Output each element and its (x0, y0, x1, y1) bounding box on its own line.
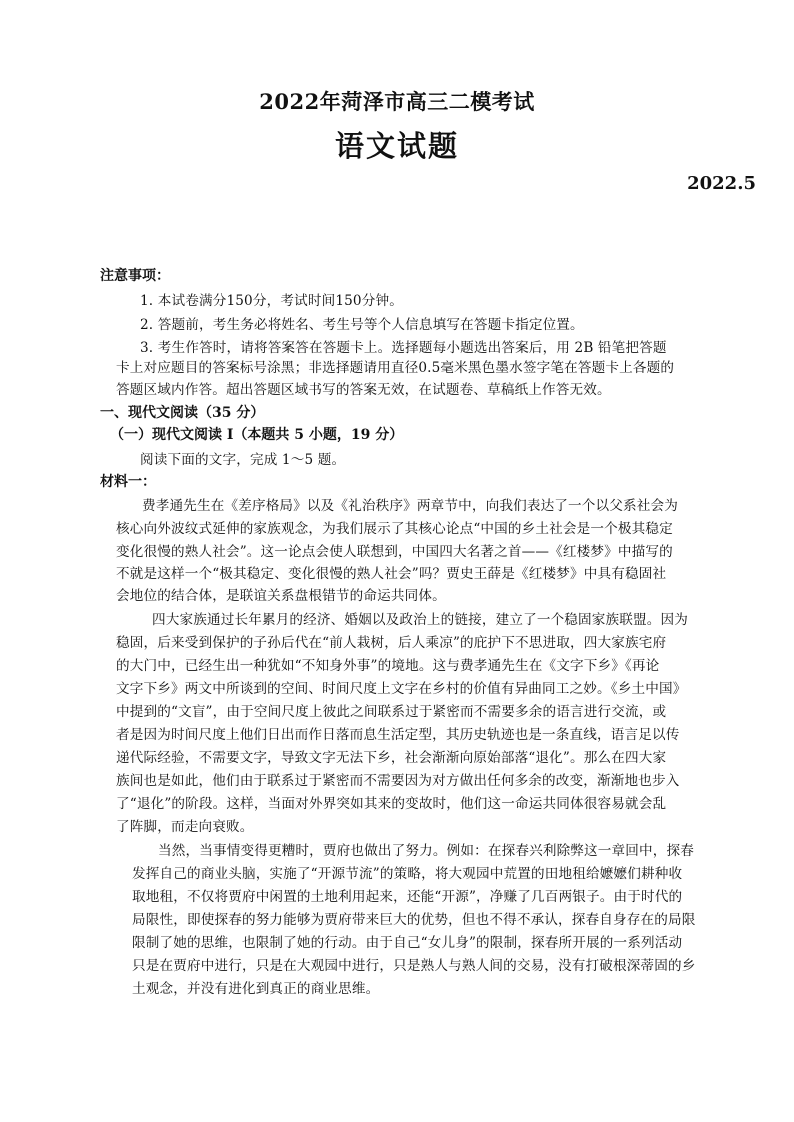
subsection-title: （一）现代文阅读 I（本题共 5 小题，19 分） (110, 427, 404, 443)
body-line: 文字下乡》两文中所谈到的空间、时间尺度上文字在乡村的价值有异曲同工之妙。《乡土中国》 (116, 681, 687, 697)
body-line: 族间也是如此，他们由于联系过于紧密而不需要因为对方做出任何多余的改变，渐渐地也步入 (116, 773, 680, 789)
exam-date: 2022.5 (687, 173, 756, 194)
notes-heading: 注意事项： (100, 268, 170, 284)
body-line: 取地租，不仅将贾府中闲置的土地利用起来，还能“开源”，净赚了几百两银子。由于时代的 (132, 889, 683, 905)
body-line: 核心向外波纹式延伸的家族观念，为我们展示了其核心论点“中国的乡土社会是一个极其稳定 (116, 521, 673, 537)
body-line: 当然，当事情变得更糟时，贾府也做出了努力。例如：在探春兴利除弊这一章回中，探春 (158, 843, 695, 859)
exam-title: 2022年菏泽市高三二模考试 (259, 89, 535, 114)
body-line: 变化很慢的熟人社会”。这一论点会使人联想到，中国四大名著之首——《红楼梦》中描写的 (116, 544, 673, 560)
note-line: 1. 本试卷满分150分，考试时间150分钟。 (140, 293, 403, 309)
subject-title: 语文试题 (334, 129, 459, 163)
body-line: 者是因为时间尺度上他们日出而作日落而息生活定型，其历史轨迹也是一条直线，语言足以传 (116, 727, 680, 743)
body-line: 土观念，并没有进化到真正的商业思维。 (132, 981, 380, 997)
note-line: 3. 考生作答时，请将答案答在答题卡上。选择题每小题选出答案后，用 2B 铅笔把答题 (140, 340, 667, 356)
note-line: 2. 答题前，考生务必将姓名、考生号等个人信息填写在答题卡指定位置。 (140, 317, 584, 333)
body-line: 只是在贾府中进行，只是在大观园中进行，只是熟人与熟人间的交易，没有打破根深蒂固的乡 (132, 958, 696, 974)
section-title: 一、现代文阅读（35 分） (100, 405, 265, 421)
body-line: 费孝通先生在《差序格局》以及《礼治秩序》两章节中，向我们表达了一个以父系社会为 (142, 498, 679, 514)
body-line: 局限性，即使探春的努力能够为贾府带来巨大的优势，但也不得不承认，探春自身存在的局限 (132, 912, 696, 928)
body-line: 了阵脚，而走向衰败。 (116, 819, 254, 835)
material-label: 材料一： (100, 474, 156, 490)
body-line: 四大家族通过长年累月的经济、婚姻以及政治上的链接，建立了一个稳固家族联盟。因为 (152, 612, 689, 628)
body-line: 中提到的“文盲”，由于空间尺度上彼此之间联系过于紧密而不需要多余的语言进行交流，或 (116, 704, 667, 720)
body-line: 的大门中，已经生出一种犹如“不知身外事”的境地。这与费孝通先生在《文字下乡》《再论 (116, 658, 660, 674)
note-line: 答题区域内作答。超出答题区域书写的答案无效，在试题卷、草稿纸上作答无效。 (116, 382, 611, 398)
body-line: 不就是这样一个“极其稳定、变化很慢的熟人社会”吗？贾史王薛是《红楼梦》中具有稳固社 (116, 566, 667, 582)
body-line: 稳固，后来受到保护的子孙后代在“前人栽树，后人乘凉”的庇护下不思进取，四大家族宅府 (116, 635, 667, 651)
instruction: 阅读下面的文字，完成 1～5 题。 (140, 452, 346, 468)
body-line: 限制了她的思维，也限制了她的行动。由于自己“女儿身”的限制，探春所开展的一系列活动 (132, 935, 683, 951)
body-line: 发挥自己的商业头脑，实施了“开源节流”的策略，将大观园中荒置的田地租给嬷嬷们耕种收 (132, 866, 683, 882)
body-line: 了“退化”的阶段。这样，当面对外界突如其来的变故时，他们这一命运共同体很容易就会乱 (116, 796, 667, 812)
body-line: 会地位的结合体，是联谊关系盘根错节的命运共同体。 (116, 588, 446, 604)
body-line: 递代际经验，不需要文字，导致文字无法下乡，社会渐渐向原始部落“退化”。那么在四大家 (116, 750, 667, 766)
note-line: 卡上对应题目的答案标号涂黑；非选择题请用直径0.5毫米黑色墨水签字笔在答题卡上各题的 (116, 360, 675, 376)
